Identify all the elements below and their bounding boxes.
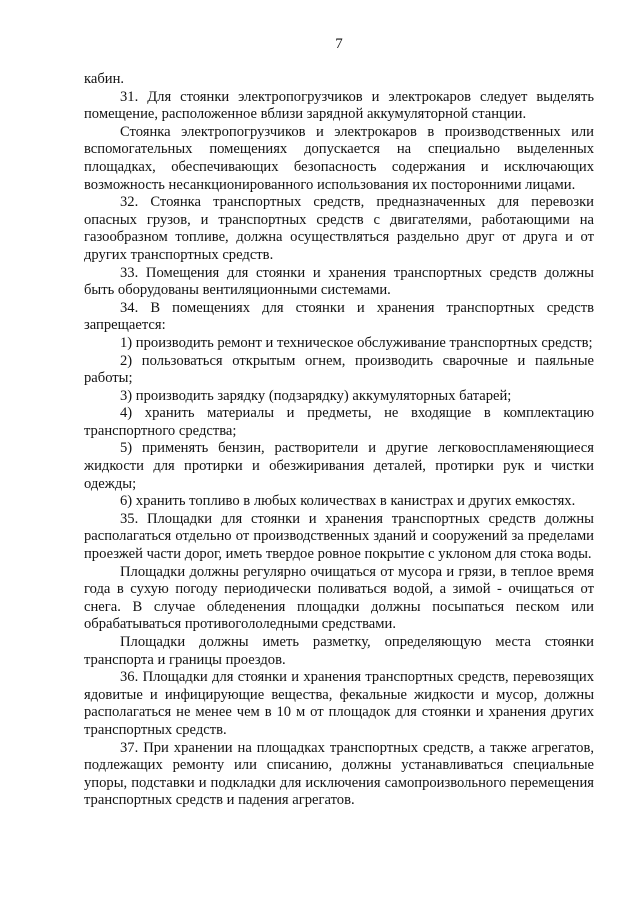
list-item: 5) применять бензин, растворители и другие легковоспламеняющиеся жидкости для протирки и обезжиривания деталей, протирки рук и чистки одежды;	[84, 440, 594, 492]
paragraph: 33. Помещения для стоянки и хранения транспортных средств должны быть оборудованы вентиляционными системами.	[84, 264, 594, 299]
paragraph: 34. В помещениях для стоянки и хранения транспортных средств запрещается:	[84, 299, 594, 334]
list-item: 2) пользоваться открытым огнем, производить сварочные и паяльные работы;	[84, 352, 594, 387]
paragraph: Стоянка электропогрузчиков и электрокаров в производственных или вспомогательных помещениях допускается на специально выделенных площадках, обеспечивающих безопасность содержания и исключающих возможность несанкционированного использования их посторонними лицами.	[84, 123, 594, 193]
list-item: 6) хранить топливо в любых количествах в канистрах и других емкостях.	[120, 493, 576, 510]
paragraph: Площадки должны регулярно очищаться от мусора и грязи, в теплое время года в сухую погоду периодически поливаться водой, а зимой - очищаться от снега. В случае обледенения площадки должны посыпаться песком или обрабатываться противогололедными средствами.	[84, 563, 594, 633]
paragraph: 37. При хранении на площадках транспортных средств, а также агрегатов, подлежащих ремонту или списанию, должны устанавливаться специальные упоры, подставки и подкладки для исключения самопроизвольного перемещения транспортных средств и падения агрегатов.	[84, 739, 594, 809]
list-item: 3) производить зарядку (подзарядку) аккумуляторных батарей;	[120, 387, 512, 404]
paragraph: 32. Стоянка транспортных средств, предназначенных для перевозки опасных грузов, и транспортных средств с двигателями, работающими на газообразном топливе, должна осуществляться раздельно друг от друга и от других транспортных средств.	[84, 194, 594, 263]
list-item: 4) хранить материалы и предметы, не входящие в комплектацию транспортного средства;	[84, 405, 594, 439]
paragraph: 36. Площадки для стоянки и хранения транспортных средств, перевозящих ядовитые и инфицирующие вещества, фекальные жидкости и мусор, должны располагаться не менее чем в 10 м от площадок для стоянки и хранения других транспортных средств.	[84, 669, 594, 738]
paragraph: кабин.	[84, 71, 125, 87]
page-number: 7	[335, 36, 343, 52]
document-body	[84, 71, 594, 810]
paragraph: 35. Площадки для стоянки и хранения транспортных средств должны располагаться отдельно от производственных зданий и сооружений за пределами проезжей части дорог, иметь твердое ровное покрытие с уклоном для стока воды.	[84, 510, 594, 563]
list-item: 1) производить ремонт и техническое обслуживание транспортных средств;	[120, 334, 593, 351]
paragraph: 31. Для стоянки электропогрузчиков и электрокаров следует выделять помещение, расположенное вблизи зарядной аккумуляторной станции.	[84, 88, 594, 123]
paragraph: Площадки должны иметь разметку, определяющую места стоянки транспорта и границы проездов.	[84, 634, 594, 668]
